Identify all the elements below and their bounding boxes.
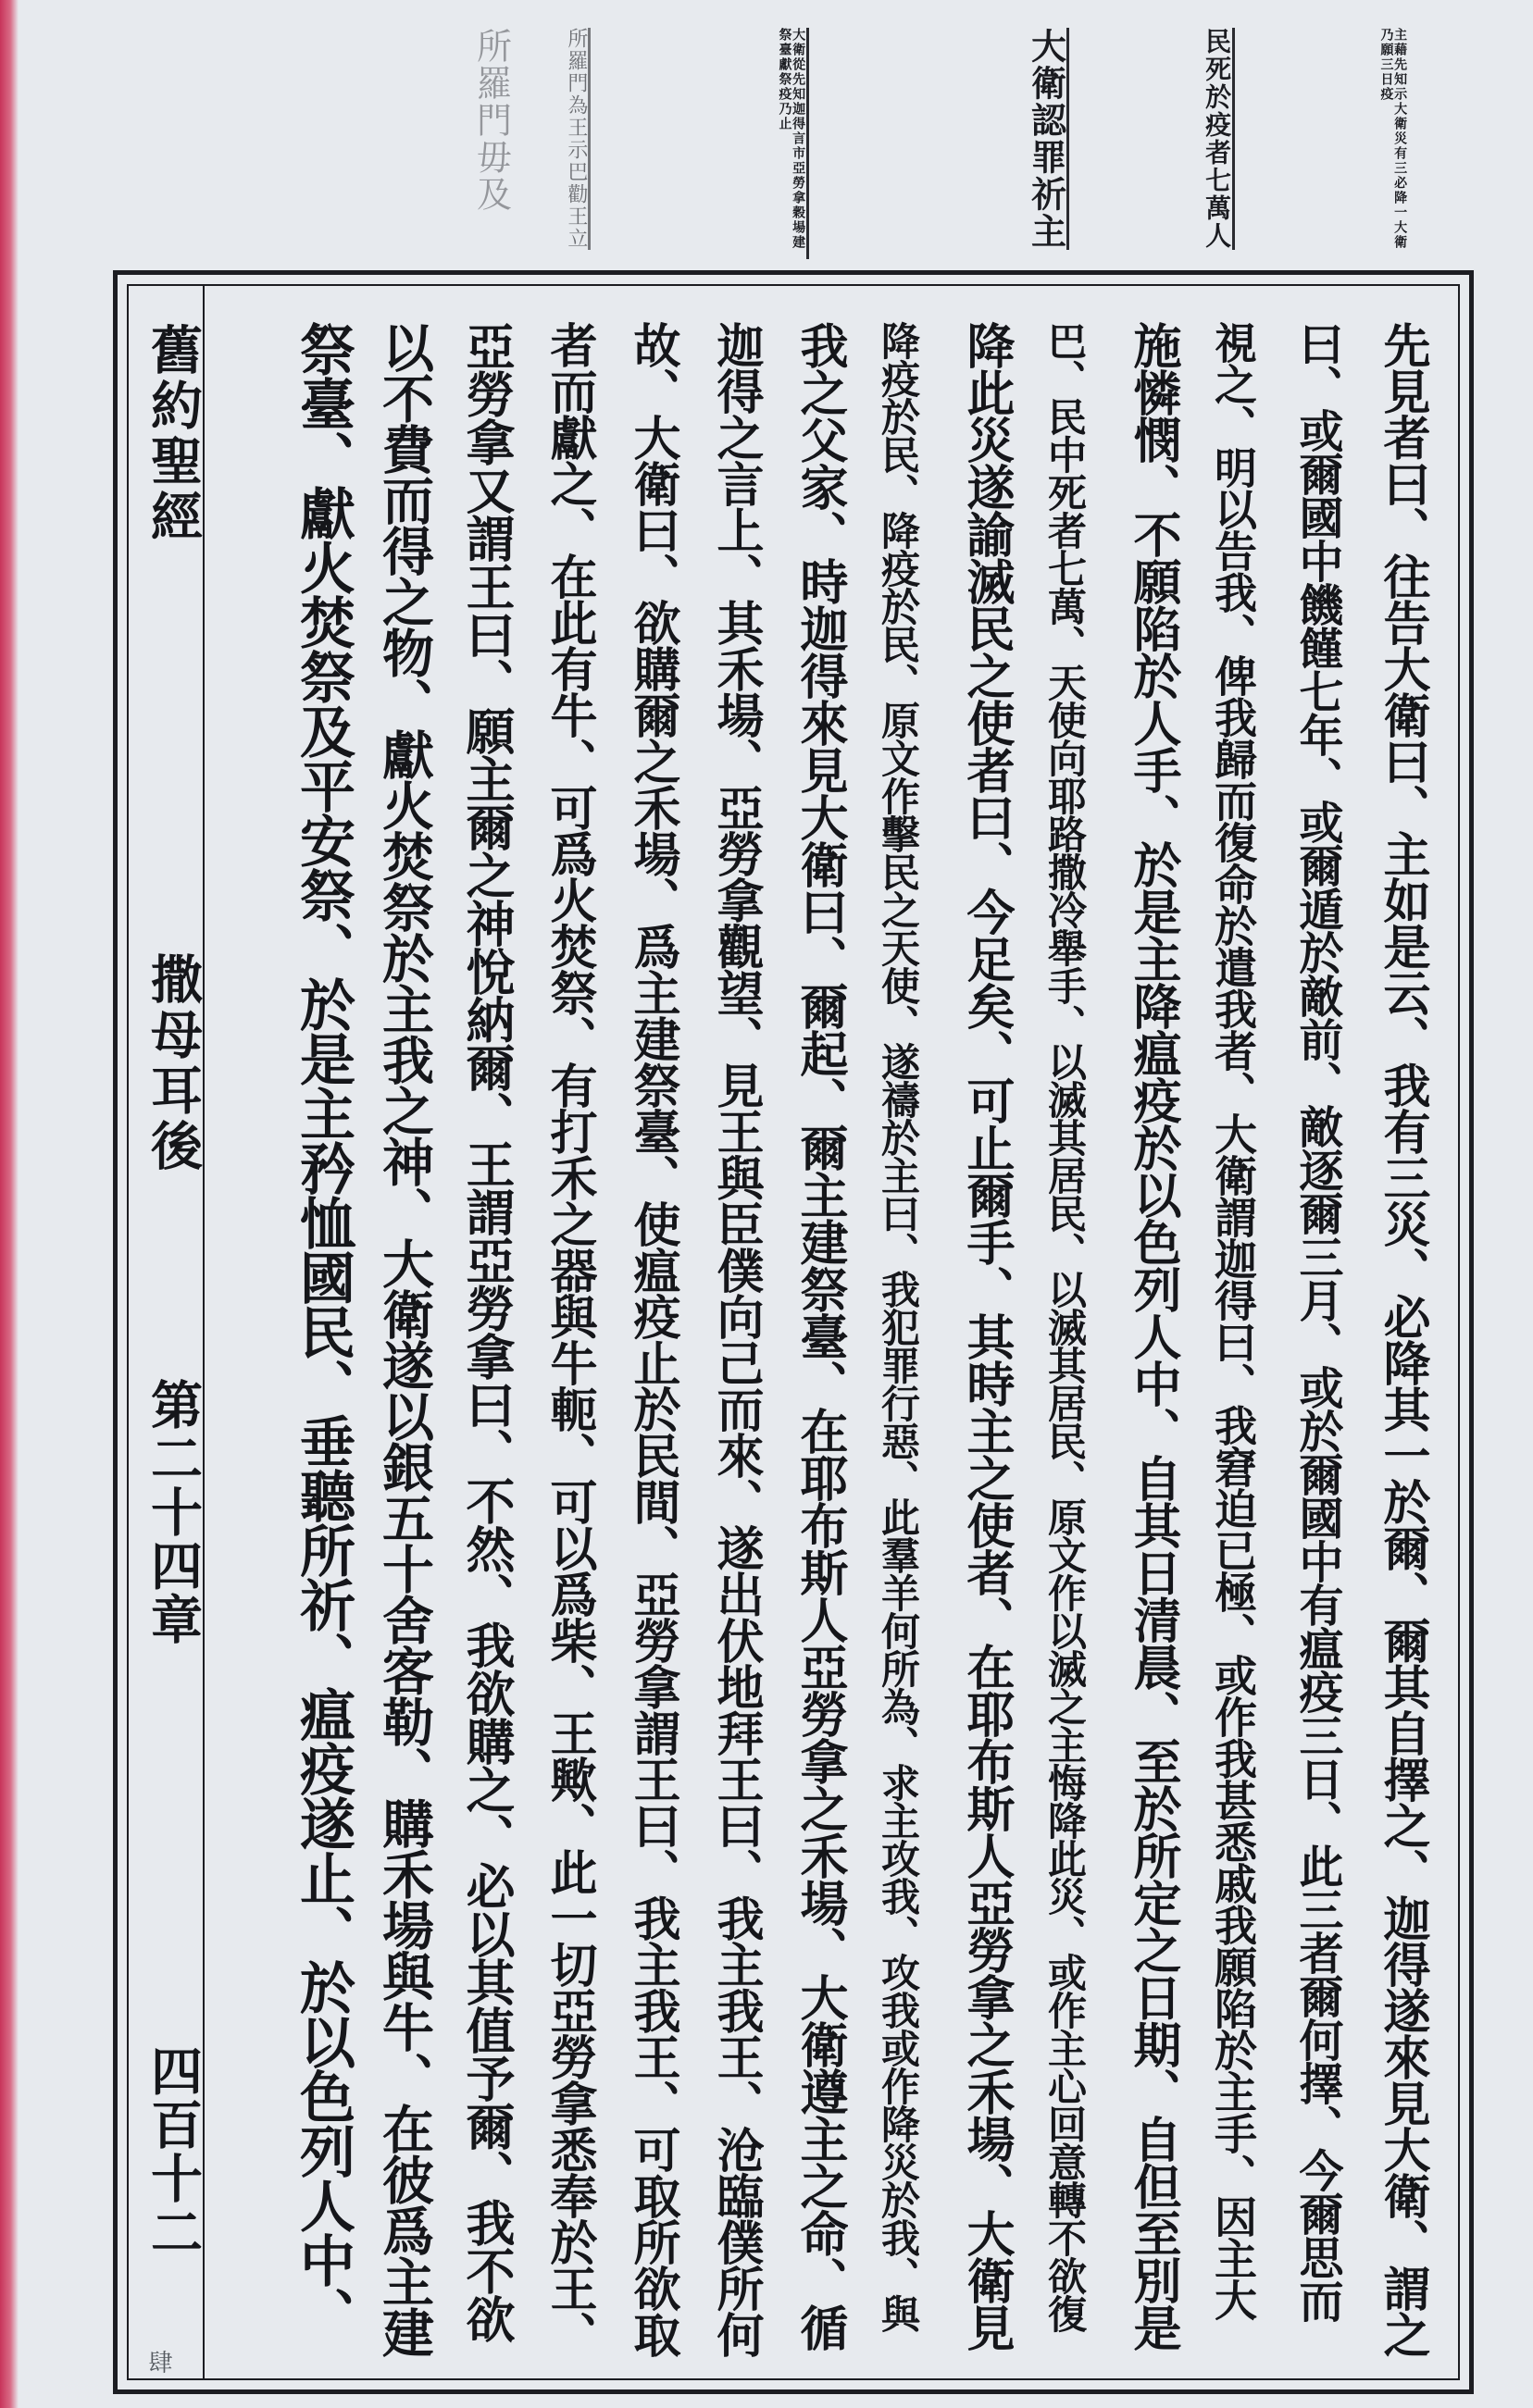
text-column: 降疫於民、降疫於民、原文作擊民之天使、遂禱於主曰、我犯罪行惡、此羣羊何所為、求主攻我、攻我或作降災於我、與 — [876, 321, 921, 2332]
scripture-body — [212, 321, 1449, 2371]
text-frame-inner — [127, 284, 1460, 2380]
text-column: 亞勞拿又謂王曰、願主爾之神悅納爾、王謂亞勞拿曰、不然、我欲購之、必以其值予爾、我不欲 — [458, 321, 516, 2342]
headnote-3: 大衛認罪祈主 — [1025, 28, 1067, 250]
text-column: 我之父家、時迦得來見大衛曰、爾起、爾主建祭臺、在耶布斯人亞勞拿之禾場、大衛遵主之命、循 — [791, 321, 848, 2351]
text-column: 巴、民中死者七萬、天使向耶路撒冷舉手、以滅其居民、以滅其居民、原文作以滅之主悔降此災、或作主心回意轉不欲復 — [1042, 321, 1088, 2332]
headnote-4: 大衛從先知迦得言市亞勞拿穀場建祭臺獻祭疫乃止 — [778, 28, 809, 259]
headnotes — [130, 28, 1481, 259]
book-name: 撒母耳後 — [143, 952, 204, 1174]
text-column: 降此災遂諭滅民之使者曰、今足矣、可止爾手、其時主之使者、在耶布斯人亞勞拿之禾場、大衛見 — [958, 321, 1015, 2351]
text-column: 以不費而得之物、獻火焚祭於主我之神、大衛遂以銀五十舍客勒、購禾場與牛、在彼爲主建 — [374, 321, 435, 2357]
chapter-label: 第二十四章 — [143, 1378, 204, 1646]
text-column: 者而獻之、在此有牛、可爲火焚祭、有打禾之器與牛軛、可以爲柴、王歟、此一切亞勞拿悉奉於王、 — [542, 321, 597, 2357]
book-spine-edge — [0, 0, 19, 2408]
text-column: 先見者曰、往告大衛曰、主如是云、我有三災、必降其一於爾、爾其自擇之、迦得遂來見大衛、謂之 — [1375, 321, 1430, 2357]
headnote-6: 所羅門毋及 — [470, 28, 512, 213]
text-column: 施憐憫、不願陷於人手、於是主降瘟疫於以色列人中、自其日清晨、至於所定之日期、自但至別是 — [1125, 321, 1181, 2351]
headnote-1: 主藉先知示大衛災有三必降一大衛乃願三日疫 — [1378, 28, 1408, 250]
page-number: 四百十二 — [143, 2044, 204, 2259]
headnote-2: 民死於疫者七萬人 — [1203, 28, 1235, 250]
headnote-5: 所羅門為王示巴勸王立 — [565, 28, 591, 250]
text-frame — [113, 270, 1474, 2394]
text-column: 視之、明以告我、俾我歸而復命於遣我者、大衛謂迦得曰、我窘迫已極、或作我甚悉戚我願陷於主手、因主大 — [1208, 321, 1258, 2320]
text-column: 祭臺、獻火焚祭及平安祭、於是主矜恤國民、垂聽所祈、瘟疫遂止、於以色列人中、 — [291, 321, 355, 2341]
signature-mark: 肆 — [144, 2350, 172, 2374]
text-column: 故、大衛曰、欲購爾之禾場、爲主建祭臺、使瘟疫止於民間、亞勞拿謂王曰、我主我王、可取所欲取 — [625, 321, 680, 2357]
running-header — [140, 304, 205, 2368]
text-column: 迦得之言上、其禾場、亞勞拿觀望、見王與臣僕向己而來、遂出伏地拜王曰、我主我王、沧臨僕所何 — [708, 321, 764, 2357]
book-title: 舊約聖經 — [143, 323, 204, 545]
text-column: 曰、或爾國中饑饉七年、或爾遁於敵前、敵逐爾三月、或於爾國中有瘟疫三日、此三者爾何擇、今爾思而 — [1291, 321, 1343, 2322]
